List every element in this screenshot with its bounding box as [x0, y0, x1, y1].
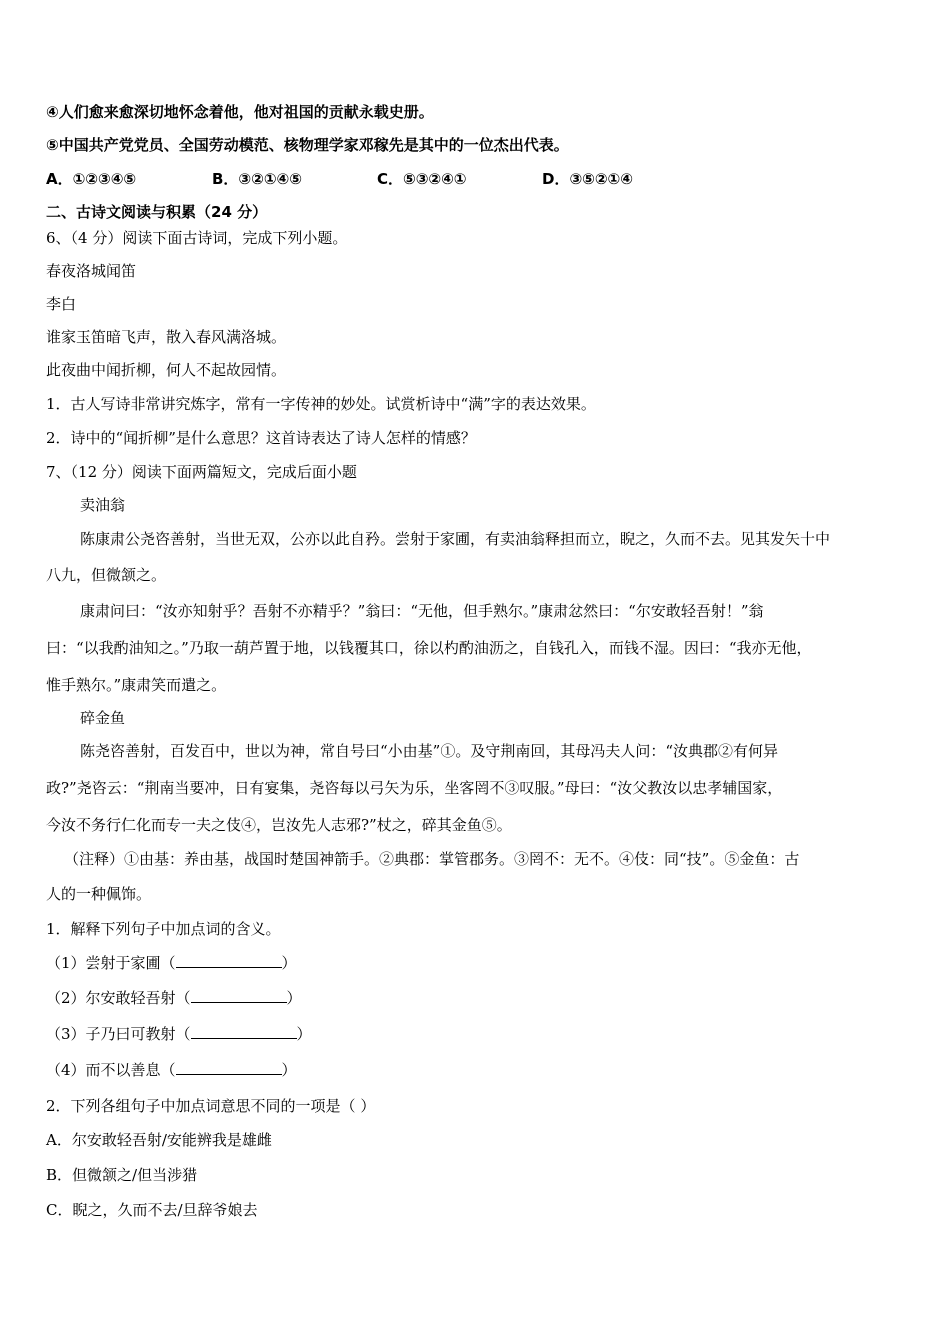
- q7-subquestion-1: 1．解释下列句子中加点词的含义。: [46, 920, 281, 938]
- text2-title: 碎金鱼: [80, 709, 126, 727]
- q7-subquestion-2: 2．下列各组句子中加点词意思不同的一项是（ ）: [46, 1097, 376, 1115]
- answer-blank-3[interactable]: [191, 1024, 297, 1039]
- answer-blank-4[interactable]: [176, 1060, 282, 1075]
- blank-item-1-close: ）: [281, 954, 297, 972]
- blank-item-3-label: （3）子乃曰可教射（: [46, 1025, 191, 1043]
- text1-paragraph-1-line-1: 陈康肃公尧咨善射，当世无双，公亦以此自矜。尝射于家圃，有卖油翁释担而立，睨之，久而不去。见其发矢十中: [80, 530, 831, 548]
- q6-subquestion-2: 2．诗中的“闻折柳”是什么意思？这首诗表达了诗人怎样的情感？: [46, 429, 476, 447]
- text1-paragraph-2-line-3: 惟手熟尔。”康肃笑而遣之。: [46, 676, 227, 694]
- q5-option-c: C．⑤③②④①: [377, 170, 467, 188]
- q7-prompt: 7、（12 分）阅读下面两篇短文，完成后面小题: [46, 463, 357, 481]
- section-2-title: 二、古诗文阅读与积累（24 分）: [46, 203, 268, 221]
- blank-item-1-label: （1）尝射于家圃（: [46, 954, 176, 972]
- poem-title: 春夜洛城闻笛: [46, 262, 137, 280]
- text2-paragraph-line-2: 政?”尧咨云：“荆南当要冲，日有宴集，尧咨每以弓矢为乐，坐客罔不③叹服。”母曰：“汝父教汝以忠孝辅国家，: [46, 779, 783, 797]
- text1-paragraph-1-line-2: 八九，但微颔之。: [46, 566, 167, 584]
- blank-item-1: [46, 952, 297, 974]
- text1-paragraph-2-line-1: 康肃问曰：“汝亦知射乎？吾射不亦精乎？”翁曰：“无他，但手熟尔。”康肃忿然曰：“尔安敢轻吾射！”翁: [80, 602, 764, 620]
- notes-line-2: 人的一种佩饰。: [46, 885, 152, 903]
- blank-item-3-close: ）: [296, 1025, 312, 1043]
- blank-item-2-label: （2）尔安敢轻吾射（: [46, 989, 191, 1007]
- answer-blank-2[interactable]: [191, 988, 287, 1003]
- notes-line-1: （注释）①由基：养由基，战国时楚国神箭手。②典郡：掌管郡务。③罔不：无不。④伎：同“技”。⑤金鱼：古: [64, 850, 800, 868]
- blank-item-2: [46, 987, 302, 1009]
- q5-option-b: B．③②①④⑤: [212, 170, 302, 188]
- poem-author: 李白: [46, 295, 77, 313]
- q5-option-d: D．③⑤②①④: [542, 170, 633, 188]
- answer-blank-1[interactable]: [176, 953, 282, 968]
- q6-prompt: 6、（4 分）阅读下面古诗词，完成下列小题。: [46, 229, 348, 247]
- choice-c: C．睨之，久而不去/旦辞爷娘去: [46, 1201, 258, 1219]
- q5-option-a: A．①②③④⑤: [46, 170, 137, 188]
- q5-sentence-4: ④人们愈来愈深切地怀念着他，他对祖国的贡献永载史册。: [46, 103, 434, 121]
- q5-sentence-5: ⑤中国共产党党员、全国劳动模范、核物理学家邓稼先是其中的一位杰出代表。: [46, 136, 569, 154]
- text1-title: 卖油翁: [80, 496, 126, 514]
- blank-item-2-close: ）: [286, 989, 302, 1007]
- text2-paragraph-line-1: 陈尧咨善射，百发百中，世以为神，常自号曰“小由基”①。及守荆南回，其母冯夫人问：“汝典郡②有何异: [80, 742, 779, 760]
- blank-item-4: [46, 1059, 297, 1081]
- choice-a: A．尔安敢轻吾射/安能辨我是雄雌: [46, 1131, 272, 1149]
- poem-line-2: 此夜曲中闻折柳，何人不起故园情。: [46, 361, 287, 379]
- blank-item-4-close: ）: [281, 1061, 297, 1079]
- poem-line-1: 谁家玉笛暗飞声，散入春风满洛城。: [46, 328, 287, 346]
- text1-paragraph-2-line-2: 曰：“以我酌油知之。”乃取一葫芦置于地，以钱覆其口，徐以杓酌油沥之，自钱孔入，而钱不湿。因曰：“我亦无他，: [46, 639, 812, 657]
- blank-item-4-label: （4）而不以善息（: [46, 1061, 176, 1079]
- q6-subquestion-1: 1．古人写诗非常讲究炼字，常有一字传神的妙处。试赏析诗中“满”字的表达效果。: [46, 395, 596, 413]
- text2-paragraph-line-3: 今汝不务行仁化而专一夫之伎④，岂汝先人志邪?”杖之，碎其金鱼⑤。: [46, 816, 512, 834]
- blank-item-3: [46, 1023, 312, 1045]
- choice-b: B．但微颔之/但当涉猎: [46, 1166, 198, 1184]
